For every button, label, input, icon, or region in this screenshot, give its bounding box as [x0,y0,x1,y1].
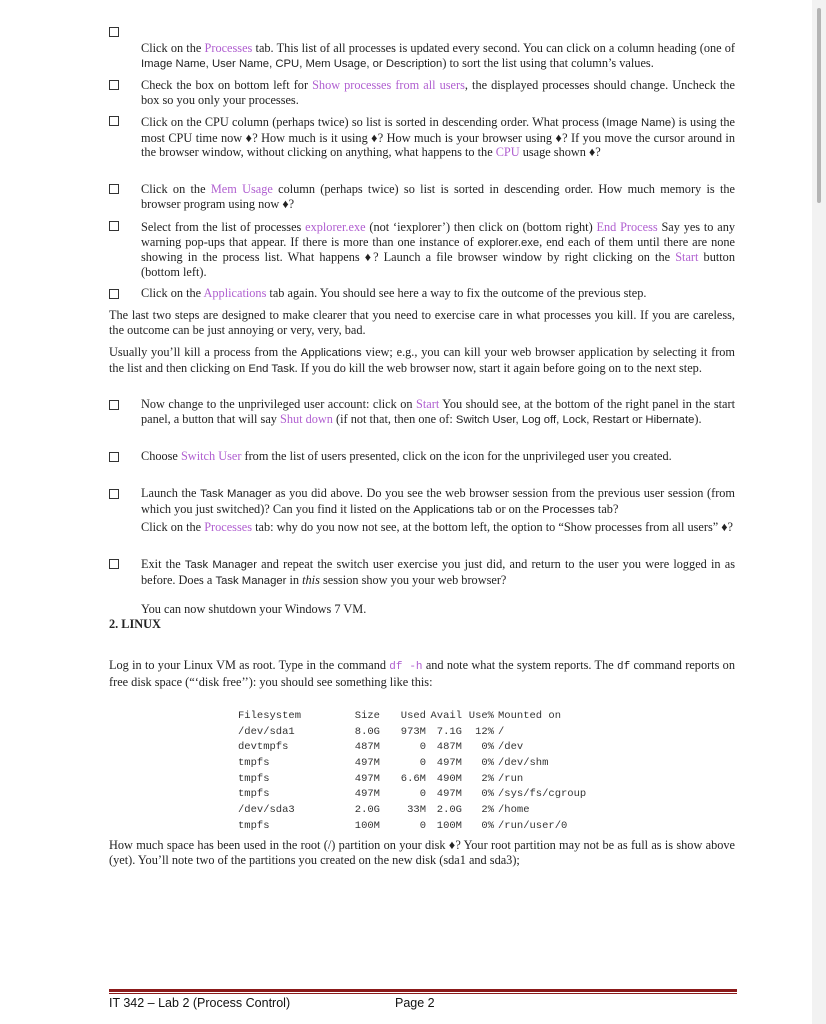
table-row [238,786,586,802]
table-cell: 8.0G [354,725,380,738]
table-cell: 497M [354,756,380,769]
scrollbar-thumb[interactable] [817,8,821,203]
column-header: Avail [430,709,462,722]
ui-term: Processes [204,41,253,55]
table-cell: 6.6M [400,772,426,785]
table-row [238,771,586,787]
table-cell: 33M [407,803,426,816]
ui-term: Mem Usage [210,182,273,196]
column-header: Filesystem [238,709,302,722]
linux-intro: Log in to your Linux VM as root. Type in the command df -h and note what the system reports. The df command reports on free disk space (“‘disk free’’): you should see something like this: [109,658,735,689]
column-header: Used [400,709,426,722]
section-heading: 2. LINUX [109,617,161,631]
ui-term: CPU [495,145,520,160]
column-header: Mounted on [498,709,562,722]
table-cell: tmpfs [238,772,270,785]
checkbox[interactable] [109,489,119,499]
step-switch-user: Choose Switch User from the list of users presented, click on the icon for the unprivileged user you created. [141,449,672,463]
footer-page-number: Page 2 [395,996,435,1010]
table-row [238,818,586,834]
table-cell: 0 [419,741,426,754]
table-row [238,802,586,818]
checkbox[interactable] [109,221,119,231]
shutdown-note: You can now shutdown your Windows 7 VM. [141,602,367,616]
ui-term: Show processes from all users [312,78,465,92]
table-cell: devtmpfs [238,741,289,754]
footer-course-title: IT 342 – Lab 2 (Process Control) [109,996,291,1010]
footer-rule [109,989,737,992]
step-applications-tab: Click on the Applications tab again. You should see here a way to fix the outcome of the previous step. [141,286,647,300]
step-processes-question: Click on the Processes tab: why do you now not see, at the bottom left, the option to “Show processes from all users” ♦? [141,520,733,534]
table-cell: 2.0G [436,803,462,816]
table-row [238,724,586,740]
table-cell: 0% [481,741,494,754]
step-processes-tab: Click on the Processes tab. This list of all processes is updated every second. You can click on a column heading (one of Image Name, User Name, CPU, Mem Usage, or Description) to sort the list using that column’s values. [141,41,735,70]
table-cell: 100M [354,819,380,832]
checkbox[interactable] [109,289,119,299]
checkbox[interactable] [109,559,119,569]
table-row [238,739,586,755]
table-cell: /dev [498,741,524,754]
table-cell: 0 [419,788,426,801]
column-header: Use% [468,709,494,722]
step-launch-task-manager: Launch the Task Manager as you did above. Do you see the web browser session from the previous user session (from which you just switched)? Can you find it listed on the Applications tab or on the Processes tab? [141,486,735,516]
table-cell: /dev/sda3 [238,803,295,816]
table-cell: 0 [419,819,426,832]
table-cell: 2.0G [354,803,380,816]
table-cell: 0 [419,756,426,769]
checkbox[interactable] [109,27,119,37]
table-header-row [238,708,586,724]
checkbox[interactable] [109,184,119,194]
table-cell: tmpfs [238,756,270,769]
table-cell: 100M [436,819,462,832]
table-cell: 497M [436,756,462,769]
paragraph-care: The last two steps are designed to make clearer that you need to exercise care in what processes you kill. If you are careless, the outcome can be just annoying or very, very, bad. [109,308,735,337]
table-row [238,755,586,771]
table-cell: 497M [354,788,380,801]
table-cell: tmpfs [238,819,270,832]
table-cell: tmpfs [238,788,270,801]
step-explorer: Select from the list of processes explorer.exe (not ‘iexplorer’) then click on (bottom right) End Process Say yes to any warning pop-ups that appear. If there is more than one instance of explorer.exe, end each of them until there are none showing in the process list. What happens ♦? Launch a file browser window by right clicking on the Start button (bottom left). [141,220,735,279]
df-output-table [238,708,586,834]
table-cell: 487M [436,741,462,754]
step-mem-usage: Click on the Mem Usage column (perhaps twice) so list is sorted in descending order. How much memory is the browser program using now ♦? [141,182,735,211]
table-cell: 0% [481,756,494,769]
table-cell: /sys/fs/cgroup [498,788,587,801]
table-cell: 7.1G [436,725,462,738]
table-cell: 490M [436,772,462,785]
table-cell: /dev/sda1 [238,725,295,738]
step-unprivileged-user: Now change to the unprivileged user account: click on Start You should see, at the bottom of the right panel in the start panel, a button that will say Shut down (if not that, then one of: Switch User, Log off, Lock, Restart or Hibernate). [141,397,736,426]
table-cell: 2% [481,772,494,785]
table-cell: 497M [436,788,462,801]
table-cell: 2% [481,803,494,816]
table-cell: /run/user/0 [498,819,568,832]
command-df-h: df -h [389,661,423,673]
step-cpu-column: Click on the CPU column (perhaps twice) so list is sorted in descending order. What process (Image Name) is using the most CPU time now ♦? How much is it using ♦? How much is your browser using ♦? If you move the cursor around in the browser window, without clicking on anything, what happens to the CPU usage shown ♦? [141,115,736,160]
table-cell: 497M [354,772,380,785]
step-show-processes: Check the box on bottom left for Show processes from all users, the displayed processes should change. Uncheck the box so you only your processes. [141,78,736,107]
table-cell: /home [498,803,530,816]
table-cell: 973M [400,725,426,738]
table-cell: 12% [475,725,494,738]
table-cell: /run [498,772,524,785]
checkbox[interactable] [109,116,119,126]
checkbox[interactable] [109,452,119,462]
table-cell: / [498,725,505,738]
footer-rule [109,993,737,994]
table-cell: /dev/shm [498,756,549,769]
step-exit-task-manager: Exit the Task Manager and repeat the switch user exercise you just did, and return to the user you were logged in as before. Does a Task Manager in this session show you your web browser? [141,557,735,587]
scrollbar[interactable] [812,0,826,1024]
column-header: Size [354,709,380,722]
checkbox[interactable] [109,400,119,410]
table-cell: 0% [481,819,494,832]
checkbox[interactable] [109,80,119,90]
closing-question: How much space has been used in the root (/) partition on your disk ♦? Your root partition may not be as full as is show above (yet). You’ll note two of the partitions you created on the new disk (sda1 and sda3); [109,838,735,867]
table-cell: 0% [481,788,494,801]
paragraph-kill-process: Usually you’ll kill a process from the Applications view; e.g., you can kill your web browser application by selecting it from the list and then clicking on End Task. If you do kill the web browser now, start it again before going on to the next step. [109,345,736,375]
table-cell: 487M [354,741,380,754]
